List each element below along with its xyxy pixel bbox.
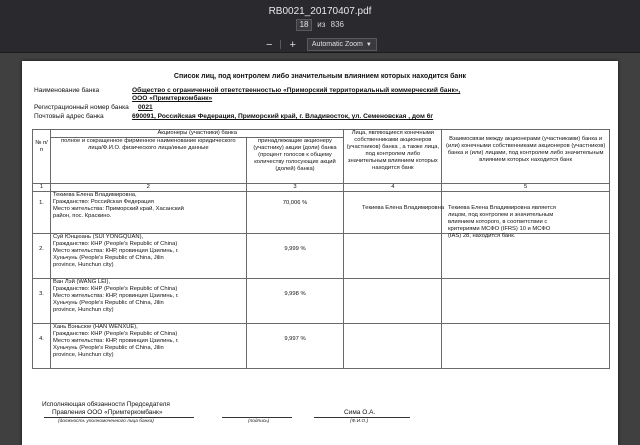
relationship-line: Текиева Елена Владимировна является [448, 205, 556, 211]
document-file-name: RB0021_20170407.pdf [268, 6, 372, 17]
persons-cell [344, 234, 442, 279]
share-value: 70,006 % [246, 192, 344, 234]
zoom-select-value: Automatic Zoom [311, 41, 363, 48]
share-value: 9,998 % [246, 279, 344, 324]
name-line: Суй Юнцюань (SUI YONGQUAN), [52, 234, 144, 240]
caption-role: (должность уполномоченного лица банка) [58, 419, 154, 424]
shareholder-details [50, 279, 246, 324]
address-row [34, 113, 433, 120]
row-number: 2. [33, 234, 51, 279]
signatory-role-line2: Правления ООО «Примтеркомбанк» [52, 409, 163, 416]
column-number-cell: 3 [246, 184, 344, 192]
zoom-divider [280, 40, 281, 49]
shareholders-table [32, 129, 610, 369]
address-label: Почтовый адрес банка [34, 113, 104, 120]
table-row [33, 279, 610, 324]
signature-line-sign [222, 417, 292, 418]
name-line: Гражданство: КНР (People's Republic of China) [52, 286, 178, 292]
column-number-cell: 1 [33, 184, 51, 192]
column-number-cell: 2 [50, 184, 246, 192]
caption-name: (Ф.И.О.) [350, 419, 369, 424]
pdf-page [22, 61, 618, 445]
row-number: 3. [33, 279, 51, 324]
bank-name-row [34, 87, 460, 94]
name-line: Ван Лэй (WANG LEI), [52, 279, 111, 285]
name-line: Гражданство: КНР (People's Republic of China) [52, 331, 178, 337]
bank-name-value-line2: ООО «Примтеркомбанк» [132, 95, 213, 102]
signatory-role-line1: Исполняющая обязанности Председателя [42, 401, 170, 408]
reg-number-row [34, 104, 153, 111]
header-number: № п/п [33, 130, 51, 184]
shareholder-details [50, 324, 246, 369]
controlling-person: Текиева Елена Владимировна [362, 205, 445, 211]
relationship-line: (IAS) 28, находится банк. [448, 233, 516, 239]
table-row [33, 234, 610, 279]
relationship-line: влиянием которого, в соответствии с [448, 219, 548, 225]
name-line: Хань Вэньсюе (HAN WENXUE), [52, 324, 138, 330]
page-title: Список лиц, под контролем либо значительным влиянием которых находится банк [173, 73, 467, 80]
bank-name-value-line1: Общество с ограниченной ответственностью «Приморский территориальный коммерческий банк», [132, 87, 461, 94]
persons-cell [344, 279, 442, 324]
persons-cell [344, 324, 442, 369]
table-row [33, 324, 610, 369]
relationship-description [448, 205, 606, 240]
share-value: 9,999 % [246, 234, 344, 279]
name-line: район, пос. Краскино. [52, 213, 112, 219]
name-line: Место жительства: Приморский край, Хасанский [52, 206, 184, 212]
relationship-line: лицом, под контролем и значительным [448, 212, 554, 218]
persons-cell [344, 192, 445, 234]
header-shareholders: Акционеры (участники) банка [50, 130, 343, 138]
page-of-label: из [317, 20, 326, 30]
relations-cell [442, 324, 610, 369]
reg-number-label: Регистрационный номер банка [34, 104, 129, 111]
relations-cell [442, 234, 610, 279]
column-number-cell: 4 [344, 184, 442, 192]
relationship-line: критериями МСФО (IFRS) 10 и МСФО [448, 226, 551, 232]
page-number-input[interactable]: 18 [296, 19, 312, 31]
zoom-in-button[interactable]: + [289, 38, 296, 51]
name-line: province, Hunchun city) [52, 352, 114, 358]
chevron-down-icon: ▼ [365, 42, 372, 48]
header-name: полное и сокращенное фирменное наименование юридического лица/Ф.И.О. физического лица/иные данные [50, 138, 246, 184]
name-line: Место жительства: КНР, провинция Цзилинь, г. [52, 248, 179, 254]
page-navigation [0, 19, 640, 31]
zoom-select[interactable] [307, 38, 377, 51]
name-line: Место жительства: КНР, провинция Цзилинь, г. [52, 293, 179, 299]
header-relations: Взаимосвязи между акционерами (участниками) банка и (или) конечными собственниками акционеров (участников) банка и (или) лицами, под контролем либо значительным влиянием которых находится банк [442, 130, 610, 184]
shareholder-details [50, 234, 246, 279]
name-line: province, Hunchun city) [52, 307, 114, 313]
address-value: 690091, Российская Федерация, Приморский край, г. Владивосток, ул. Семеновская , дом 6г [132, 113, 434, 120]
pdf-viewer-toolbar [0, 0, 640, 53]
bank-name-row-2 [132, 95, 212, 102]
name-line: Гражданство: Российская Федерация [52, 199, 154, 205]
caption-signature: (подпись) [248, 419, 270, 424]
signature-line-role [44, 417, 194, 418]
relations-cell [442, 279, 610, 324]
row-number: 1. [33, 192, 51, 234]
reg-number-value: 0021 [138, 104, 153, 111]
name-line: Хуньчунь (People's Republic of China, Jilin [52, 255, 164, 261]
name-line: province, Hunchun city) [52, 262, 114, 268]
shareholder-details [50, 192, 246, 234]
name-line: Хуньчунь (People's Republic of China, Jilin [52, 345, 164, 351]
name-line: Место жительства: КНР, провинция Цзилинь, г. [52, 338, 179, 344]
zoom-out-button[interactable]: − [265, 38, 273, 51]
name-line: Текиева Елена Владимировна, [52, 192, 137, 198]
share-value: 9,997 % [246, 324, 344, 369]
name-line: Гражданство: КНР (People's Republic of China) [52, 241, 178, 247]
page-total: 836 [330, 20, 344, 30]
signatory-name: Сима О.А. [344, 409, 376, 416]
signature-line-name [314, 417, 410, 418]
header-share: принадлежащие акционеру (участнику) акции (доли) банка (процент голосов к общему количеству голосующих акций (долей) банка) [246, 138, 344, 184]
name-line: Хуньчунь (People's Republic of China, Jilin [52, 300, 164, 306]
header-persons: Лица, являющиеся конечными собственниками акционеров (участников) банка , а также лица, под контролем либо значительным влиянием которых находится банк [344, 130, 442, 184]
column-number-cell: 5 [442, 184, 610, 192]
bank-name-label: Наименование банка [34, 87, 100, 94]
zoom-controls [0, 38, 640, 51]
row-number: 4. [33, 324, 51, 369]
